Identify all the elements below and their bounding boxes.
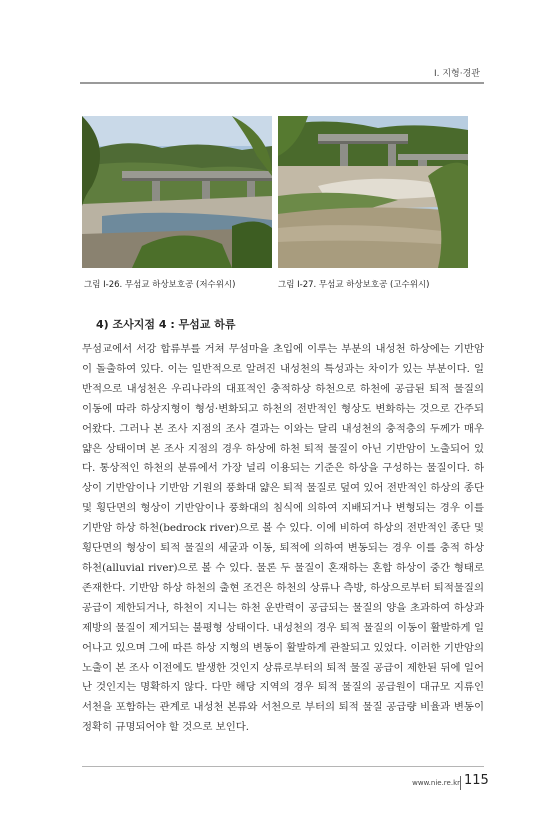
figure-caption-26: 그림 Ⅰ-26. 무섬교 하상보호공 (저수위시)	[84, 280, 236, 290]
chapter-header: Ⅰ. 지형·경관	[433, 69, 480, 79]
section-heading: 4) 조사지점 4 : 무섬교 하류	[96, 318, 236, 331]
footer-divider	[82, 766, 484, 767]
footer-separator	[460, 776, 461, 790]
footer-url: www.nie.re.kr	[412, 779, 460, 787]
bridge-photo-high-water	[278, 116, 468, 268]
header-divider	[80, 82, 484, 84]
bridge-photo-low-water	[82, 116, 272, 268]
figure-caption-27: 그림 Ⅰ-27. 무섬교 하상보호공 (고수위시)	[278, 280, 430, 290]
body-paragraph: 무섬교에서 서강 합류부를 거쳐 무섬마을 초입에 이루는 부분의 내성천 하상에는 기반암이 돌출하여 있다. 이는 일반적으로 알려진 내성천의 특성과는 차이가 있는 부분이다. 일반적으로 내성천은 우리나라의 대표적인 충적하상 하천으로 하천에 공급된 퇴적 물질의 이동에 따라 하상지형이 형성·변화되고 하천의 전반적인 형상도 변화하는 것으로 간주되어왔다. 그러나 본 조사 지점의 조사 결과는 이와는 달리 내성천의 충적층의 두께가 매우 얇은 상태이며 본 조사 지점의 경우 하상에 하천 퇴적 물질이 아닌 기반암이 노출되어 있다. 통상적인 하천의 분류에서 가장 널리 이용되는 기준은 하상을 구성하는 물질이다. 하상이 기반암이나 기반암 기원의 풍화대 얇은 퇴적 물질로 덮여 있어 전반적인 하상의 종단 및 횡단면의 형상이 기반암이나 풍화대의 침식에 의하여 지배되거나 변형되는 경우 이를 기반암 하상 하천(bedrock river)으로 볼 수 있다. 이에 비하여 하상의 전반적인 종단 및 횡단면의 형상이 퇴적 물질의 세굴과 이동, 퇴적에 의하여 변동되는 경우 이를 충적 하상 하천(alluvial river)으로 볼 수 있다. 물론 두 물질이 혼재하는 혼합 하상이 중간 형태로 존재한다. 기반암 하상 하천의 출현 조건은 하천의 상류나 측방, 하상으로부터 퇴적물질의 공급이 제한되거나, 하천이 지니는 하천 운반력이 공급되는 물질의 양을 초과하여 하상과 제방의 물질이 제거되는 불평형 상태이다. 내성천의 경우 퇴적 물질의 이동이 활발하게 일어나고 있으며 그에 따른 하상 지형의 변동이 활발하게 관찰되고 있었다. 이러한 기반암의 노출이 본 조사 이전에도 발생한 것인지 상류로부터의 퇴적 물질 공급이 제한된 뒤에 일어난 것인지는 명확하지 않다. 다만 해당 지역의 경우 퇴적 물질의 공급원이 대규모 지류인 서천을 포함하는 관계로 내성천 본류와 서천으로 부터의 퇴적 물질 공급량 비율과 변동이 정확히 규명되어야 할 것으로 보인다.	[82, 343, 484, 734]
page-number: 115	[464, 773, 489, 788]
